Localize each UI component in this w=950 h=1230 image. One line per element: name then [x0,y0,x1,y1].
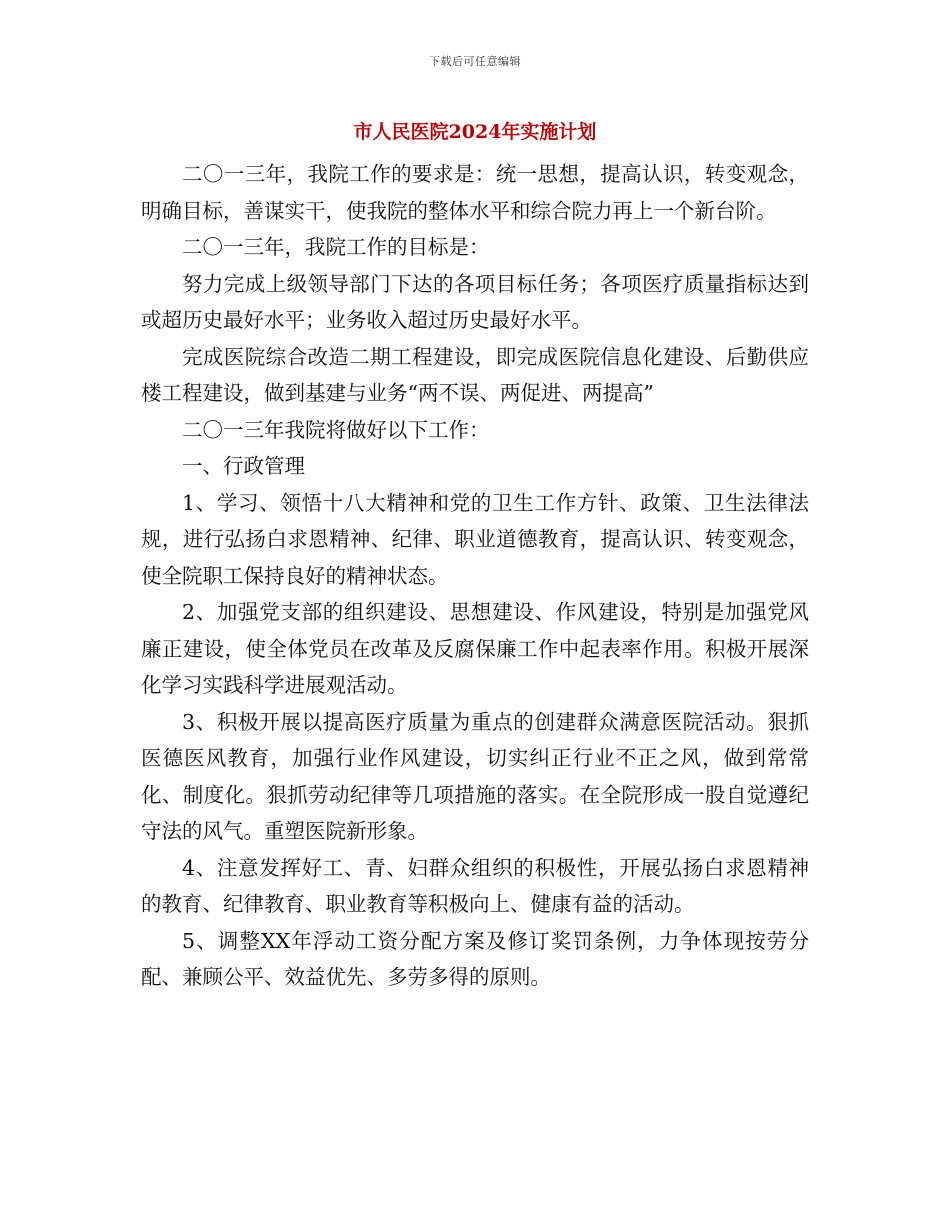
list-item-5: 5、调整XX年浮动工资分配方案及修订奖罚条例，力争体现按劳分配、兼顾公平、效益优先、多劳多得的原则。 [141,928,809,989]
list-item-1: 1、学习、领悟十八大精神和党的卫生工作方针、政策、卫生法律法规，进行弘扬白求恩精神、纪律、职业道德教育，提高认识、转变观念，使全院职工保持良好的精神状态。 [141,490,809,588]
list-item-3: 3、积极开展以提高医疗质量为重点的创建群众满意医院活动。狠抓医德医风教育，加强行业作风建设，切实纠正行业不正之风，做到常常化、制度化。狠抓劳动纪律等几项措施的落实。在全院形成一股自觉遵纪守法的风气。重塑医院新形象。 [141,709,809,843]
paragraph-goal-tasks: 努力完成上级领导部门下达的各项目标任务；各项医疗质量指标达到或超历史最好水平；业务收入超过历史最好水平。 [141,271,809,332]
list-item-2: 2、加强党支部的组织建设、思想建设、作风建设，特别是加强党风廉正建设，使全体党员在改革及反腐保廉工作中起表率作用。积极开展深化学习实践科学进展观活动。 [141,600,809,697]
paragraph-work-intro: 二〇一三年我院将做好以下工作： [182,417,490,442]
section-heading-administration: 一、行政管理 [182,454,305,478]
page-header: 下载后可任意编辑 [429,55,521,68]
document-body [141,156,809,996]
paragraph-goals-intro: 二〇一三年，我院工作的目标是： [182,235,490,259]
paragraph-requirements: 二〇一三年，我院工作的要求是：统一思想，提高认识，转变观念，明确目标，善谋实干，使我院的整体水平和综合院力再上一个新台阶。 [141,162,809,223]
document-title: 市人民医院2024年实施计划 [353,121,597,143]
list-item-4: 4、注意发挥好工、青、妇群众组织的积极性，开展弘扬白求恩精神的教育、纪律教育、职业教育等积极向上、健康有益的活动。 [141,855,809,916]
paragraph-goal-construction: 完成医院综合改造二期工程建设，即完成医院信息化建设、后勤供应楼工程建设，做到基建与业务“两不误、两促进、两提高” [141,344,809,405]
